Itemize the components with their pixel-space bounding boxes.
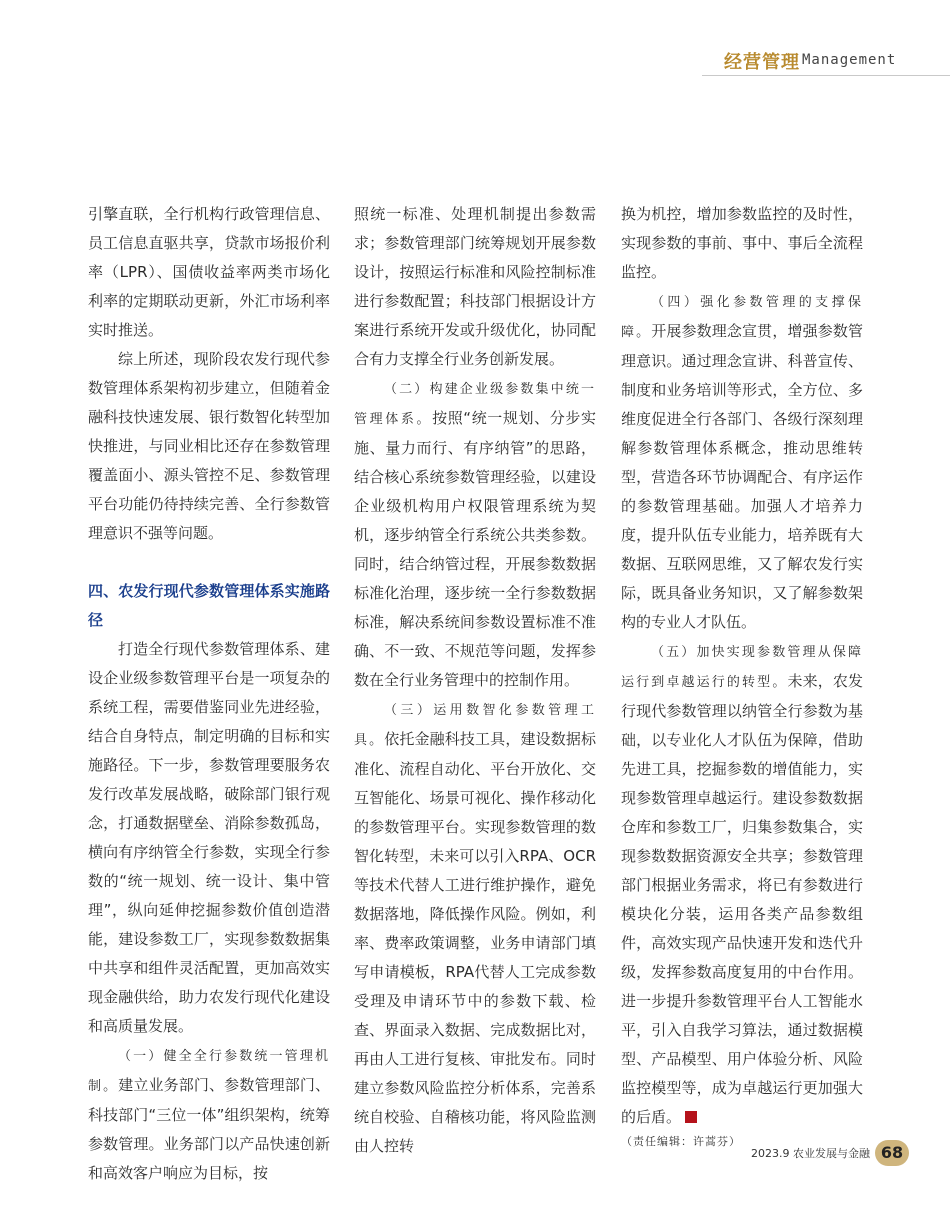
paragraph (621, 287, 863, 637)
journal-issue: 2023.9 农业发展与金融 (751, 1147, 870, 1160)
paragraph (354, 695, 596, 1161)
column-middle (354, 200, 596, 1161)
column-left (88, 200, 330, 1188)
paragraph: 引擎直联，全行机构行政管理信息、员工信息直驱共享，贷款市场报价利率（LPR）、国债收益率两类市场化利率的定期联动更新，外汇市场利率实时推送。 (88, 205, 330, 339)
header-divider (702, 75, 950, 76)
paragraph: 打造全行现代参数管理体系、建设企业级参数管理平台是一项复杂的系统工程，需要借鉴同业先进经验，结合自身特点，制定明确的目标和实施路径。下一步，参数管理要服务农发行改革发展战略，破除部门银行观念，打通数据壁垒、消除参数孤岛，横向有序纳管全行参数，实现全行参数的“统一规划、统一设计、集中管理”，纵向延伸挖掘参数价值创造潜能，建设参数工厂，实现参数数据集中共享和组件灵活配置，更加高效实现金融供给，助力农发行现代化建设和高质量发展。 (88, 640, 330, 1035)
paragraph (354, 374, 596, 695)
page-footer (0, 1140, 950, 1166)
section-heading: 四、农发行现代参数管理体系实施路径 (88, 582, 330, 629)
subsection-heading: （一）健全全行参数统一管理机制。 (88, 1049, 330, 1094)
subsection-heading: （五）加快实现参数管理从保障运行到卓越运行的转型。 (621, 645, 863, 690)
editor-credit: （责任编辑：许蒿芬） (621, 1135, 741, 1148)
subsection-heading: （二）构建企业级参数集中统一管理体系。 (354, 382, 596, 427)
section-header (702, 44, 950, 76)
paragraph-text: 未来，农发行现代参数管理以纳管全行参数为基础，以专业化人才队伍为保障，借助先进工具，挖掘参数的增值能力，实现参数管理卓越运行。建设参数数据仓库和参数工厂，归集参数集合，实现参数数据资源安全共享；参数管理部门根据业务需求，将已有参数进行模块化分装，运用各类产品参数组件，高效实现产品快速开发和迭代升级，发挥参数高度复用的中台作用。进一步提升参数管理平台人工智能水平，引入自我学习算法，通过数据模型、产品模型、用户体验分析、风险监控模型等，成为卓越运行更加强大的后盾。 (621, 672, 863, 1126)
subsection-heading: （四）强化参数管理的支撑保障。 (621, 295, 863, 340)
paragraph-text: 依托金融科技工具，建设数据标准化、流程自动化、平台开放化、交互智能化、场景可视化、操作移动化的参数管理平台。实现参数管理的数智化转型，未来可以引入RPA、OCR等技术代替人工进行维护操作，避免数据落地，降低操作风险。例如，利率、费率政策调整，业务申请部门填写申请模板，RPA代替人工完成参数受理及申请环节中的参数下载、检查、界面录入数据、完成数据比对，再由人工进行复核、审批发布。同时建立参数风险监控分析体系，完善系统自校验、自稽核功能，将风险监测由人控转 (354, 730, 596, 1155)
column-right (621, 200, 863, 1152)
article-end-mark (685, 1111, 697, 1123)
page-number: 68 (875, 1140, 909, 1166)
header-subtitle: Management (802, 52, 897, 68)
subsection-heading: （三）运用数智化参数管理工具。 (354, 703, 596, 748)
paragraph: 照统一标准、处理机制提出参数需求；参数管理部门统筹规划开展参数设计，按照运行标准和风险控制标准进行参数配置；科技部门根据设计方案进行系统开发或升级优化，协同配合有力支撑全行业务创新发展。 (354, 205, 596, 368)
paragraph: 换为机控，增加参数监控的及时性，实现参数的事前、事中、事后全流程监控。 (621, 205, 863, 281)
paragraph: 综上所述，现阶段农发行现代参数管理体系架构初步建立，但随着金融科技快速发展、银行数智化转型加快推进，与同业相比还存在参数管理覆盖面小、源头管控不足、参数管理平台功能仍待持续完善、全行参数管理意识不强等问题。 (88, 350, 330, 542)
paragraph (621, 637, 863, 1132)
paragraph-text: 按照“统一规划、分步实施、量力而行、有序纳管”的思路，结合核心系统参数管理经验，以建设企业级机构用户权限管理系统为契机，逐步纳管全行系统公共类参数。同时，结合纳管过程，开展参数数据标准化治理，逐步统一全行参数数据标准，解决系统间参数设置标准不准确、不一致、不规范等问题，发挥参数在全行业务管理中的控制作用。 (354, 409, 596, 689)
header-title: 经营管理 (724, 52, 800, 73)
paragraph-text: 开展参数理念宣贯，增强参数管理意识。通过理念宣讲、科普宣传、制度和业务培训等形式，全方位、多维度促进全行各部门、各级行深刻理解参数管理体系概念，推动思维转型，营造各环节协调配合、有序运作的参数管理基础。加强人才培养力度，提升队伍专业能力，培养既有大数据、互联网思维，又了解农发行实际，既具备业务知识，又了解参数架构的专业人才队伍。 (621, 322, 863, 631)
paragraph-text: 建立业务部门、参数管理部门、科技部门“三位一体”组织架构，统筹参数管理。业务部门以产品快速创新和高效客户响应为目标，按 (88, 1076, 330, 1182)
